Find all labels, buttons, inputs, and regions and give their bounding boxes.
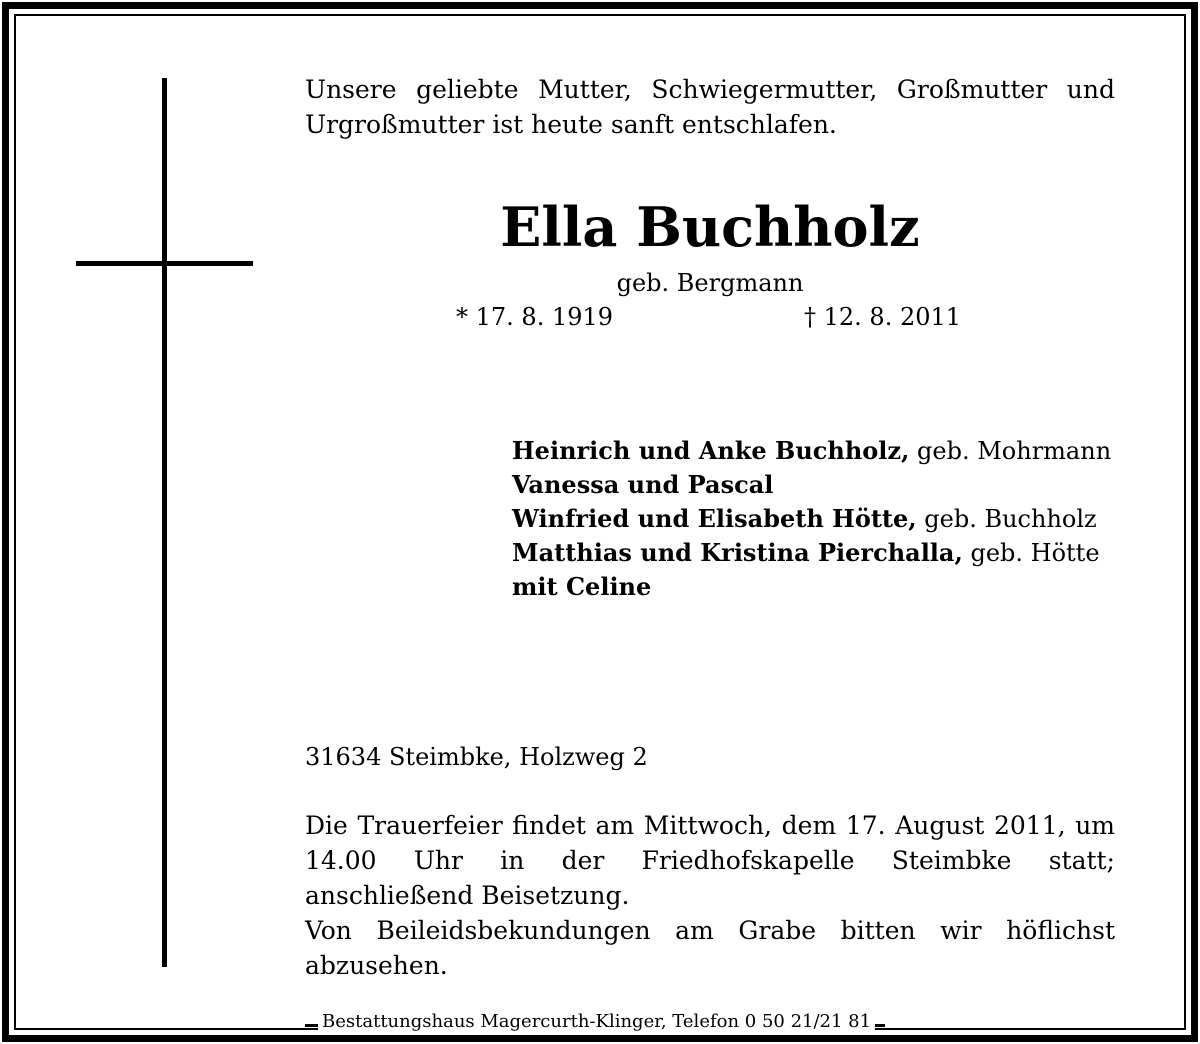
deceased-name: Ella Buchholz [500,195,920,259]
mourner-line [512,536,1111,570]
maiden-name: geb. Bergmann [616,269,804,297]
condolences-text: Von Beileidsbekundungen am Grabe bitten wir höflichst abzusehen. [305,916,1115,980]
mourner-names: Heinrich und Anke Buchholz, [512,436,910,465]
mourner-names: Vanessa und Pascal [512,470,774,499]
service-text: Die Trauerfeier findet am Mittwoch, dem 17. August 2011, um 14.00 Uhr in der Friedhofskapelle Steimbke statt; anschließend Beisetzung. [305,811,1115,910]
ceremony-info [305,808,1115,983]
cross-horizontal-bar [76,261,253,266]
mourner-names: Winfried und Elisabeth Hötte, [512,504,917,533]
cross-vertical-bar [162,78,167,967]
mourner-line [512,468,1111,502]
funeral-home-footer: Bestattungshaus Magercurth-Klinger, Telefon 0 50 21/21 81 [318,1010,875,1034]
mourner-suffix: geb. Hötte [962,539,1100,567]
mourner-line [512,570,1111,604]
mourner-line [512,434,1111,468]
mourner-suffix: geb. Mohrmann [909,437,1112,465]
mourner-line [512,502,1111,536]
mourners-list [512,434,1111,604]
mourner-names: mit Celine [512,572,652,601]
address: 31634 Steimbke, Holzweg 2 [305,743,648,771]
birth-date: * 17. 8. 1919 [456,303,614,331]
mourner-suffix: geb. Buchholz [916,505,1097,533]
mourner-names: Matthias und Kristina Pierchalla, [512,538,963,567]
intro-text: Unsere geliebte Mutter, Schwiegermutter, Großmutter und Urgroßmutter ist heute sanft entschlafen. [305,75,1115,139]
death-date: † 12. 8. 2011 [804,303,962,331]
